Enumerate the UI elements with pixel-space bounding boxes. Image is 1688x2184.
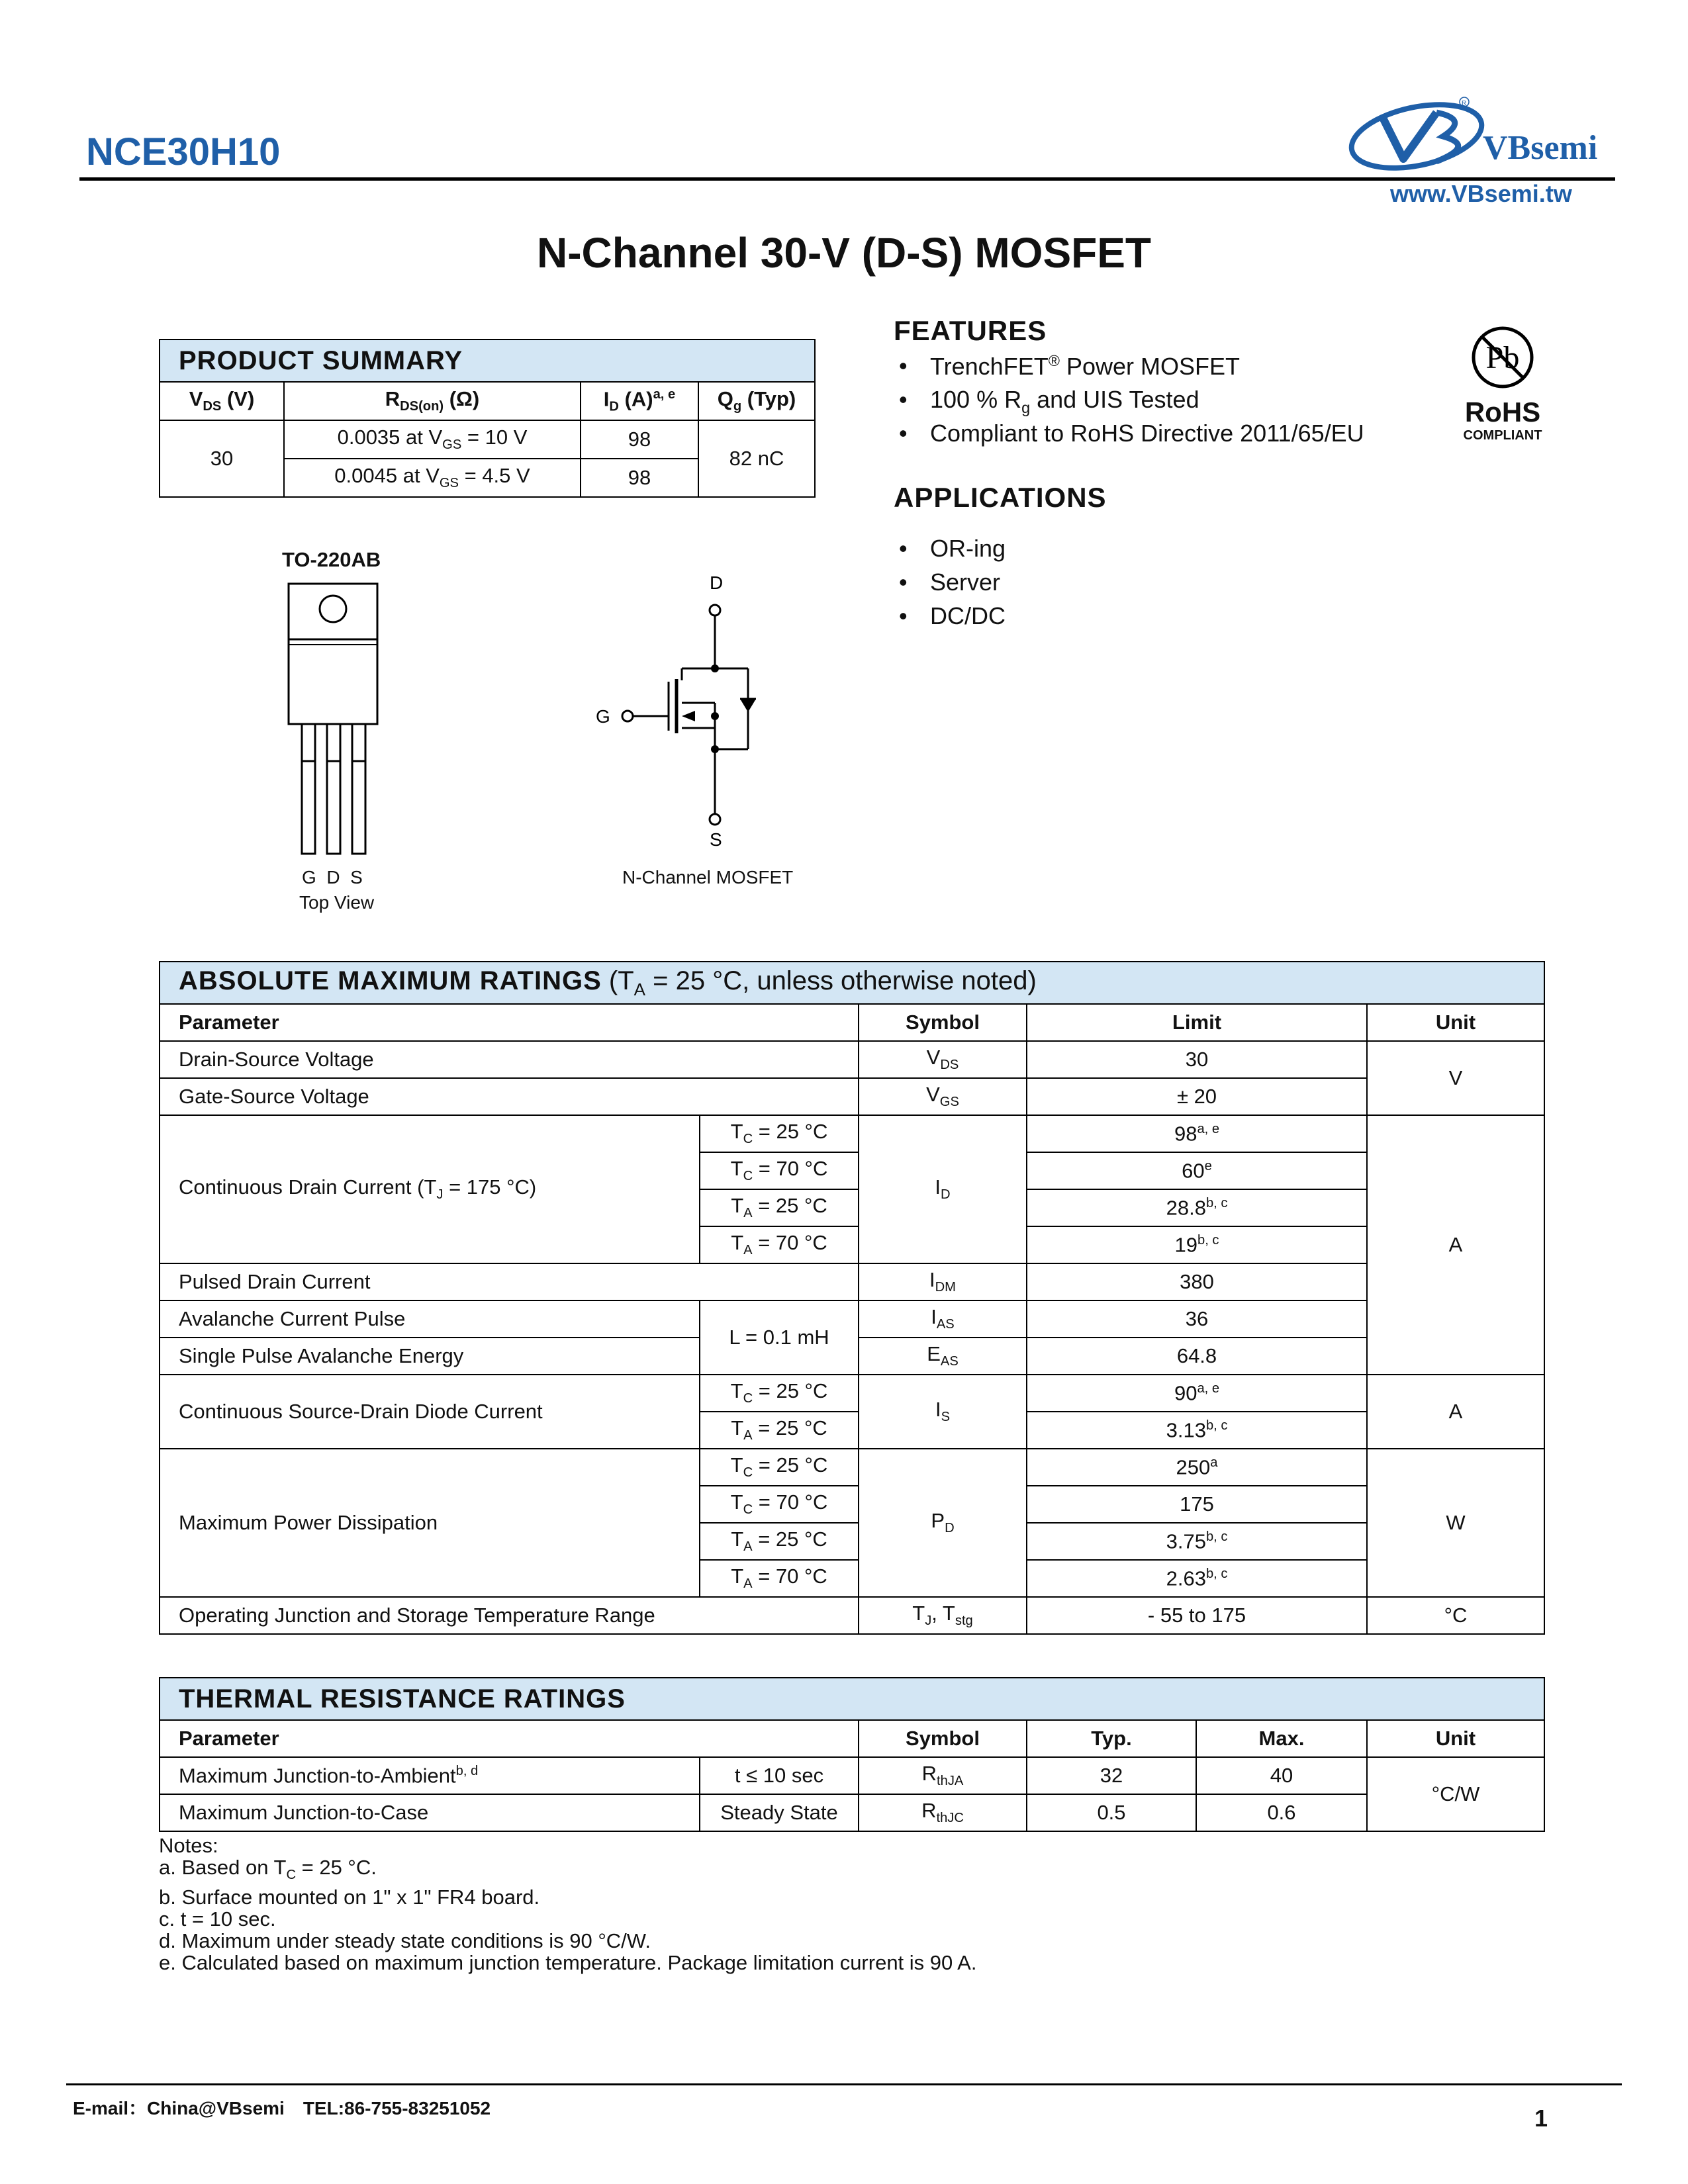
part-number: NCE30H10 [86,130,281,173]
cond-rthja: t ≤ 10 sec [700,1757,859,1794]
unit-cw: °C/W [1367,1757,1544,1831]
cond-tc25: $T_C = 25$ °C [700,1375,859,1412]
limit-id-4: 19$^{b, c}$ [1027,1226,1367,1263]
document-title: N-Channel 30-V (D-S) MOSFET [536,229,1152,277]
pin-g-label: G [596,706,610,727]
rdson-value-2: 0.0045 at $V_{GS} = 4.5$ V [284,459,581,497]
unit-v: V [1367,1041,1544,1115]
col-qg: $Q_g$ (Typ) [698,382,815,420]
unit-c: °C [1367,1597,1544,1634]
header-rule [79,177,1615,181]
features-heading: FEATURES [894,315,1047,346]
max-rthjc: 0.6 [1196,1794,1367,1831]
note-d: d. Maximum under steady state conditions is 90 °C/W. [159,1929,651,1953]
sym-eas: $E_{AS}$ [859,1338,1027,1375]
limit-idm: 380 [1027,1263,1367,1300]
qg-value: 82 nC [698,420,815,497]
note-e: e. Calculated based on maximum junction temperature. Package limitation current is 90 A. [159,1951,977,1975]
svg-text:R: R [1462,100,1467,107]
typ-rthja: 32 [1027,1757,1196,1794]
param-ias: Avalanche Current Pulse [160,1300,700,1338]
feature-item: • TrenchFET® Power MOSFET [894,352,1364,386]
note-a: a. Based on $T_C = 25$ °C. [159,1856,377,1883]
param-rthjc: Maximum Junction-to-Case [160,1794,700,1831]
col-unit: Unit [1367,1004,1544,1041]
unit-a-2: A [1367,1375,1544,1449]
product-summary-heading: PRODUCT SUMMARY [160,340,815,382]
limit-id-2: 60e [1027,1152,1367,1189]
sym-is: $I_S$ [859,1375,1027,1449]
id-value-2: 98 [581,459,698,497]
col-max: Max. [1196,1720,1367,1757]
sym-idm: $I_{DM}$ [859,1263,1027,1300]
svg-text:Pb: Pb [1485,340,1520,375]
limit-pd-4: 2.63$^{b, c}$ [1027,1560,1367,1597]
note-b: b. Surface mounted on 1" x 1" FR4 board. [159,1886,540,1909]
col-parameter: Parameter [160,1720,859,1757]
sym-vgs: $V_{GS}$ [859,1078,1027,1115]
col-limit: Limit [1027,1004,1367,1041]
param-pd: Maximum Power Dissipation [160,1449,700,1597]
sym-rthjc: $R_{thJC}$ [859,1794,1027,1831]
page-number: 1 [1534,2105,1548,2132]
limit-id-1: 98$^{a, e}$ [1027,1115,1367,1152]
col-id: $I_D$ $(A)^{a, e}$ [581,382,698,420]
note-c: c. t = 10 sec. [159,1907,276,1931]
limit-vgs: ± 20 [1027,1078,1367,1115]
cond-ta25: $T_A = 25$ °C [700,1523,859,1560]
col-symbol: Symbol [859,1004,1027,1041]
col-vds: $V_{DS}$ (V) [160,382,284,420]
feature-item: • 100 % $R_g$ and UIS Tested [894,386,1364,420]
param-rthja: Maximum Junction-to-Ambient$^{b, d}$ [160,1757,700,1794]
lead-free-icon [1456,324,1549,397]
application-item: • OR-ing [894,535,1006,569]
sym-tj: $T_J$, $T_{stg}$ [859,1597,1027,1634]
param-vgs: Gate-Source Voltage [160,1078,859,1115]
vds-value: 30 [160,420,284,497]
vbsemi-logo [1337,93,1615,179]
col-parameter: Parameter [160,1004,859,1041]
applications-list [894,535,1006,636]
limit-pd-1: 250$^a$ [1027,1449,1367,1486]
product-summary-table [159,339,816,498]
package-name: TO-220AB [282,548,381,571]
pin-s-label: S [710,829,722,847]
thermal-heading: THERMAL RESISTANCE RATINGS [160,1678,1544,1720]
limit-tj: - 55 to 175 [1027,1597,1367,1634]
footer-rule [66,2083,1622,2085]
typ-rthjc: 0.5 [1027,1794,1196,1831]
cond-tc70: $T_C = 70$ °C [700,1486,859,1523]
application-item: • Server [894,569,1006,602]
brand-text: VBsemi [1483,129,1598,167]
max-rthja: 40 [1196,1757,1367,1794]
nmos-symbol-drawing [583,569,794,847]
param-idm: Pulsed Drain Current [160,1263,859,1300]
param-tj: Operating Junction and Storage Temperature Range [160,1597,859,1634]
sym-vds: $V_{DS}$ [859,1041,1027,1078]
features-list [894,352,1364,453]
cond-ta25: $T_A = 25$ °C [700,1189,859,1226]
cond-l: L = 0.1 mH [700,1300,859,1375]
col-unit: Unit [1367,1720,1544,1757]
param-id: Continuous Drain Current ($T_J = 175$ °C) [160,1115,700,1263]
cond-ta70: $T_A = 70$ °C [700,1560,859,1597]
param-vds: Drain-Source Voltage [160,1041,859,1078]
cond-ta70: $T_A = 70$ °C [700,1226,859,1263]
limit-pd-3: 3.75$^{b, c}$ [1027,1523,1367,1560]
package-pin-labels: G D S [302,867,363,887]
rdson-value-1: 0.0035 at $V_{GS} = 10$ V [284,420,581,459]
rohs-label: RoHS [1464,396,1541,428]
rohs-compliant: COMPLIANT [1463,428,1542,443]
limit-vds: 30 [1027,1041,1367,1078]
limit-pd-2: 175 [1027,1486,1367,1523]
unit-a: A [1367,1115,1544,1375]
cond-tc25: $T_C = 25$ °C [700,1449,859,1486]
unit-w: W [1367,1449,1544,1597]
absolute-maximum-ratings-table [159,961,1545,1635]
abs-max-heading: ABSOLUTE MAXIMUM RATINGS ($T_A = 25$ °C, unless otherwise noted) [160,962,1544,1004]
to220-package-drawing [278,582,397,860]
cond-tc25: $T_C = 25$ °C [700,1115,859,1152]
feature-item: • Compliant to RoHS Directive 2011/65/EU [894,420,1364,453]
package-view-label: Top View [299,892,375,913]
application-item: • DC/DC [894,602,1006,636]
cond-tc70: $T_C = 70$ °C [700,1152,859,1189]
notes-heading: Notes: [159,1834,218,1857]
col-rdson: $R_{DS(on)}$ (Ω) [284,382,581,420]
applications-heading: APPLICATIONS [894,482,1107,513]
sym-ias: $I_{AS}$ [859,1300,1027,1338]
cond-rthjc: Steady State [700,1794,859,1831]
col-typ: Typ. [1027,1720,1196,1757]
notes-block [159,1835,976,1974]
param-eas: Single Pulse Avalanche Energy [160,1338,700,1375]
pin-d-label: D [710,572,724,593]
cond-ta25: $T_A = 25$ °C [700,1412,859,1449]
limit-id-3: 28.8$^{b, c}$ [1027,1189,1367,1226]
symbol-caption: N-Channel MOSFET [622,867,794,887]
sym-rthja: $R_{thJA}$ [859,1757,1027,1794]
footer-contact: E-mail：China@VBsemi TEL:86-755-83251052 [73,2098,491,2118]
limit-is-2: 3.13$^{b, c}$ [1027,1412,1367,1449]
limit-eas: 64.8 [1027,1338,1367,1375]
rohs-badge [1456,324,1549,457]
limit-is-1: 90$^{a, e}$ [1027,1375,1367,1412]
website-url[interactable]: www.VBsemi.tw [1390,180,1572,207]
id-value-1: 98 [581,420,698,459]
limit-ias: 36 [1027,1300,1367,1338]
thermal-resistance-table [159,1677,1545,1832]
sym-id: $I_D$ [859,1115,1027,1263]
param-is: Continuous Source-Drain Diode Current [160,1375,700,1449]
col-symbol: Symbol [859,1720,1027,1757]
sym-pd: $P_D$ [859,1449,1027,1597]
